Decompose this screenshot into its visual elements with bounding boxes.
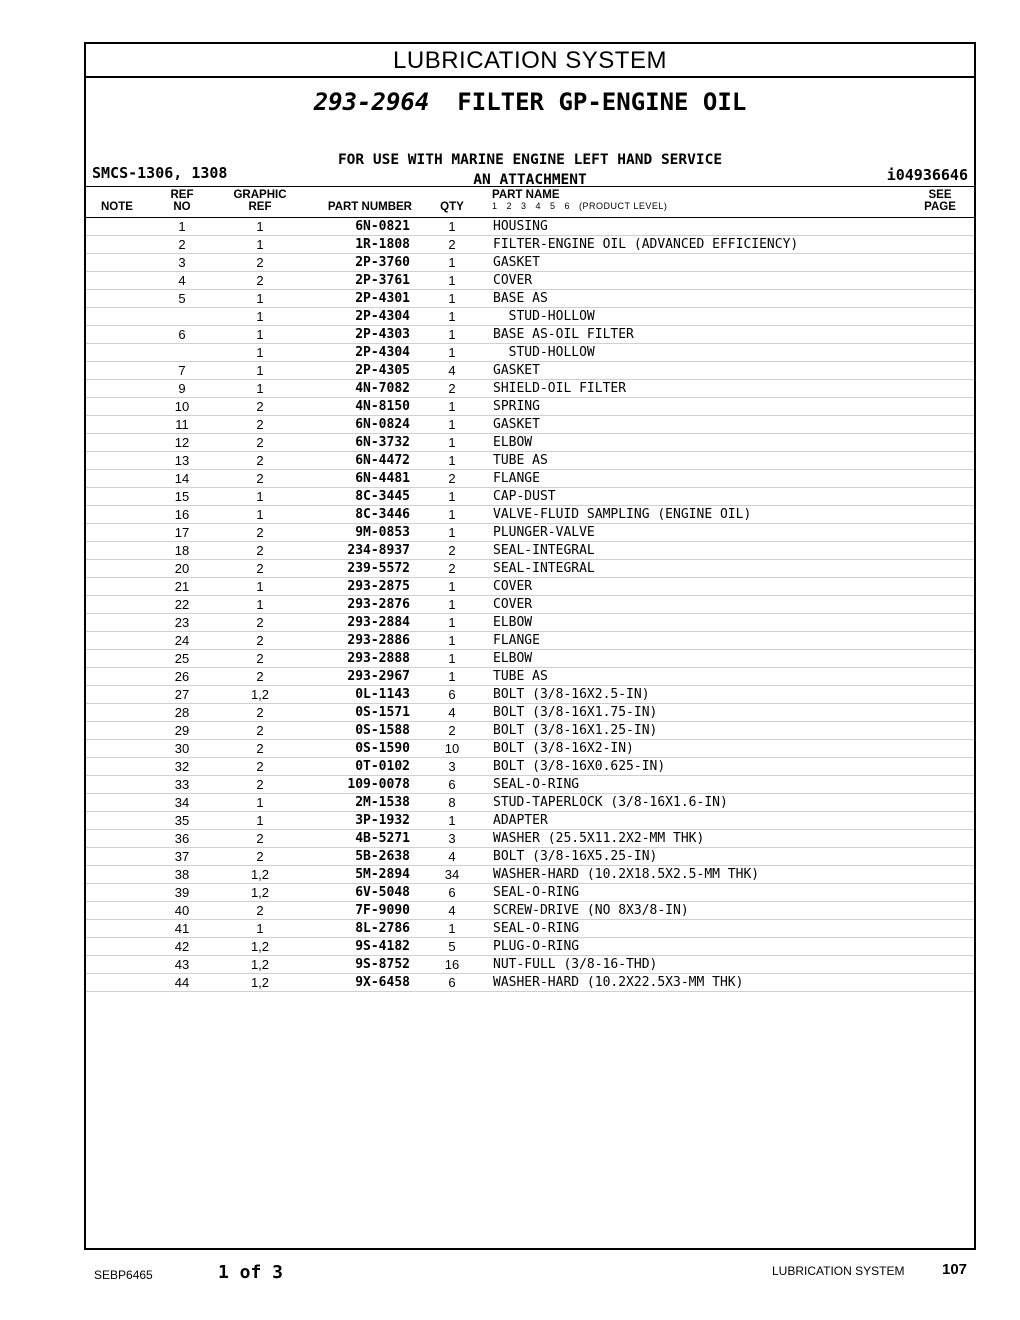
ref-no-cell: 18: [174, 543, 190, 558]
table-row: [86, 956, 974, 974]
qty-cell: 10: [444, 741, 460, 756]
ref-no-cell: 20: [174, 561, 190, 576]
table-row: [86, 362, 974, 380]
footer-page-of: 1 of 3: [218, 1262, 284, 1283]
ref-no-cell: 42: [174, 939, 190, 954]
qty-cell: 4: [448, 705, 456, 720]
part-number-cell: 234-8937: [347, 543, 410, 558]
graphic-ref-cell: 1: [256, 363, 264, 378]
ref-no-cell: 25: [174, 651, 190, 666]
ref-no-cell: 43: [174, 957, 190, 972]
part-number-cell: 6N-0821: [355, 219, 410, 234]
table-row: [86, 884, 974, 902]
graphic-ref-cell: 1: [256, 597, 264, 612]
part-name-cell: GASKET: [493, 363, 540, 378]
part-number-cell: 293-2875: [347, 579, 410, 594]
qty-cell: 1: [448, 345, 456, 360]
qty-cell: 2: [448, 237, 456, 252]
part-name-cell: STUD-HOLLOW: [493, 309, 595, 324]
table-row: [86, 236, 974, 254]
table-row: [86, 434, 974, 452]
part-name-cell: FILTER-ENGINE OIL (ADVANCED EFFICIENCY): [493, 237, 799, 252]
ref-no-cell: 15: [174, 489, 190, 504]
part-name-cell: VALVE-FLUID SAMPLING (ENGINE OIL): [493, 507, 752, 522]
part-number-cell: 109-0078: [347, 777, 410, 792]
graphic-ref-cell: 2: [256, 561, 264, 576]
graphic-ref-cell: 2: [256, 273, 264, 288]
part-name-cell: TUBE AS: [493, 453, 548, 468]
part-name-cell: ELBOW: [493, 651, 533, 666]
ref-no-cell: 21: [174, 579, 190, 594]
graphic-ref-cell: 1: [256, 795, 264, 810]
part-number-cell: 9X-6458: [355, 975, 410, 990]
ref-no-cell: 22: [174, 597, 190, 612]
qty-cell: 1: [448, 219, 456, 234]
table-row: [86, 560, 974, 578]
part-number-cell: 3P-1932: [355, 813, 410, 828]
qty-cell: 1: [448, 255, 456, 270]
part-name-cell: BOLT (3/8-16X2-IN): [493, 741, 634, 756]
part-number-cell: 293-2886: [347, 633, 410, 648]
graphic-ref-cell: 2: [256, 543, 264, 558]
group-number: 293-2964: [313, 88, 430, 116]
qty-cell: 1: [448, 597, 456, 612]
ref-no-cell: 33: [174, 777, 190, 792]
qty-cell: 2: [448, 543, 456, 558]
graphic-ref-cell: 1,2: [250, 939, 270, 954]
table-row: [86, 506, 974, 524]
table-row: [86, 272, 974, 290]
table-row: [86, 722, 974, 740]
footer-section: LUBRICATION SYSTEM: [772, 1264, 905, 1278]
col-ref-bottom: NO: [173, 201, 191, 213]
part-number-cell: 239-5572: [347, 561, 410, 576]
ref-no-cell: 37: [174, 849, 190, 864]
qty-cell: 4: [448, 363, 456, 378]
smcs-code: SMCS-1306, 1308: [92, 164, 228, 182]
col-product-level: 1 2 3 4 5 6 (PRODUCT LEVEL): [492, 201, 668, 211]
part-name-cell: COVER: [493, 273, 533, 288]
graphic-ref-cell: 2: [256, 615, 264, 630]
ref-no-cell: 38: [174, 867, 190, 882]
ref-no-cell: 16: [174, 507, 190, 522]
graphic-ref-cell: 2: [256, 831, 264, 846]
graphic-ref-cell: 1: [256, 813, 264, 828]
graphic-ref-cell: 1: [256, 327, 264, 342]
ref-no-cell: 27: [174, 687, 190, 702]
graphic-ref-cell: 2: [256, 741, 264, 756]
table-row: [86, 344, 974, 362]
ref-no-cell: 4: [178, 273, 186, 288]
footer-doc-id: SEBP6465: [94, 1268, 153, 1282]
part-name-cell: BASE AS-OIL FILTER: [493, 327, 634, 342]
col-see-bottom: PAGE: [924, 201, 956, 213]
graphic-ref-cell: 2: [256, 525, 264, 540]
part-name-cell: WASHER-HARD (10.2X18.5X2.5-MM THK): [493, 867, 760, 882]
table-column-headers: [86, 187, 974, 218]
page-footer: [0, 1256, 1020, 1286]
part-name-cell: PLUG-O-RING: [493, 939, 580, 954]
qty-cell: 8: [448, 795, 456, 810]
graphic-ref-cell: 1: [256, 921, 264, 936]
part-name-cell: CAP-DUST: [493, 489, 556, 504]
graphic-ref-cell: 2: [256, 723, 264, 738]
part-name-cell: BOLT (3/8-16X5.25-IN): [493, 849, 658, 864]
qty-cell: 1: [448, 489, 456, 504]
ref-no-cell: 26: [174, 669, 190, 684]
table-row: [86, 380, 974, 398]
qty-cell: 1: [448, 921, 456, 936]
qty-cell: 1: [448, 453, 456, 468]
qty-cell: 1: [448, 291, 456, 306]
table-row: [86, 416, 974, 434]
part-number-cell: 293-2888: [347, 651, 410, 666]
table-row: [86, 596, 974, 614]
graphic-ref-cell: 2: [256, 255, 264, 270]
graphic-ref-cell: 2: [256, 669, 264, 684]
qty-cell: 1: [448, 615, 456, 630]
part-number-cell: 0T-0102: [355, 759, 410, 774]
part-number-cell: 2P-3760: [355, 255, 410, 270]
graphic-ref-cell: 1: [256, 237, 264, 252]
part-number-cell: 0S-1571: [355, 705, 410, 720]
table-row: [86, 686, 974, 704]
part-name-cell: SEAL-O-RING: [493, 777, 580, 792]
document-identifier: i04936646: [886, 166, 968, 184]
part-number-cell: 6N-0824: [355, 417, 410, 432]
ref-no-cell: 34: [174, 795, 190, 810]
part-number-cell: 2P-4303: [355, 327, 410, 342]
part-number-cell: 6V-5048: [355, 885, 410, 900]
graphic-ref-cell: 2: [256, 633, 264, 648]
part-name-cell: SCREW-DRIVE (NO 8X3/8-IN): [493, 903, 689, 918]
part-name-cell: HOUSING: [493, 219, 548, 234]
part-name-cell: WASHER-HARD (10.2X22.5X3-MM THK): [493, 975, 744, 990]
part-number-cell: 6N-4481: [355, 471, 410, 486]
qty-cell: 2: [448, 723, 456, 738]
footer-page-number: 107: [942, 1261, 968, 1278]
qty-cell: 2: [448, 561, 456, 576]
table-row: [86, 848, 974, 866]
ref-no-cell: 2: [178, 237, 186, 252]
graphic-ref-cell: 2: [256, 777, 264, 792]
ref-no-cell: 41: [174, 921, 190, 936]
table-row: [86, 578, 974, 596]
graphic-ref-cell: 2: [256, 435, 264, 450]
part-number-cell: 6N-3732: [355, 435, 410, 450]
part-name-cell: GASKET: [493, 255, 540, 270]
part-number-cell: 0S-1590: [355, 741, 410, 756]
table-row: [86, 452, 974, 470]
part-number-cell: 293-2967: [347, 669, 410, 684]
ref-no-cell: 32: [174, 759, 190, 774]
part-number-cell: 7F-9090: [355, 903, 410, 918]
part-name-cell: ADAPTER: [493, 813, 548, 828]
part-number-cell: 2M-1538: [355, 795, 410, 810]
part-name-cell: BOLT (3/8-16X1.25-IN): [493, 723, 658, 738]
graphic-ref-cell: 1,2: [250, 885, 270, 900]
graphic-ref-cell: 2: [256, 399, 264, 414]
group-subtitle-1: FOR USE WITH MARINE ENGINE LEFT HAND SERVICE: [337, 152, 723, 168]
graphic-ref-cell: 2: [256, 705, 264, 720]
qty-cell: 6: [448, 687, 456, 702]
table-row: [86, 542, 974, 560]
ref-no-cell: 6: [178, 327, 186, 342]
table-row: [86, 704, 974, 722]
table-row: [86, 254, 974, 272]
part-name-cell: STUD-TAPERLOCK (3/8-16X1.6-IN): [493, 795, 728, 810]
table-row: [86, 614, 974, 632]
part-name-cell: TUBE AS: [493, 669, 548, 684]
ref-no-cell: 30: [174, 741, 190, 756]
part-name-cell: BOLT (3/8-16X0.625-IN): [493, 759, 666, 774]
graphic-ref-cell: 2: [256, 651, 264, 666]
table-row: [86, 308, 974, 326]
qty-cell: 1: [448, 309, 456, 324]
graphic-ref-cell: 1: [256, 489, 264, 504]
graphic-ref-cell: 1: [256, 345, 264, 360]
part-number-cell: 293-2884: [347, 615, 410, 630]
col-graphic-bottom: REF: [248, 201, 272, 213]
table-row: [86, 938, 974, 956]
qty-cell: 1: [448, 327, 456, 342]
group-subtitle-2: AN ATTACHMENT: [473, 172, 587, 188]
graphic-ref-cell: 1,2: [250, 687, 270, 702]
ref-no-cell: 28: [174, 705, 190, 720]
graphic-ref-cell: 1: [256, 507, 264, 522]
part-number-cell: 6N-4472: [355, 453, 410, 468]
part-name-cell: COVER: [493, 597, 533, 612]
part-number-cell: 1R-1808: [355, 237, 410, 252]
graphic-ref-cell: 2: [256, 471, 264, 486]
table-row: [86, 776, 974, 794]
part-number-cell: 5M-2894: [355, 867, 410, 882]
part-number-cell: 8L-2786: [355, 921, 410, 936]
table-row: [86, 902, 974, 920]
group-name: FILTER GP-ENGINE OIL: [457, 88, 747, 116]
qty-cell: 1: [448, 669, 456, 684]
ref-no-cell: 12: [174, 435, 190, 450]
col-note: NOTE: [101, 201, 133, 213]
table-row: [86, 812, 974, 830]
ref-no-cell: 44: [174, 975, 190, 990]
part-name-cell: FLANGE: [493, 471, 540, 486]
ref-no-cell: 13: [174, 453, 190, 468]
table-row: [86, 866, 974, 884]
graphic-ref-cell: 1: [256, 291, 264, 306]
part-name-cell: SPRING: [493, 399, 540, 414]
parts-table-body: [86, 218, 974, 992]
graphic-ref-cell: 1,2: [250, 867, 270, 882]
part-number-cell: 0S-1588: [355, 723, 410, 738]
part-name-cell: SEAL-O-RING: [493, 885, 580, 900]
qty-cell: 1: [448, 417, 456, 432]
table-row: [86, 740, 974, 758]
part-number-cell: 0L-1143: [355, 687, 410, 702]
section-title: LUBRICATION SYSTEM: [86, 44, 974, 78]
part-number-cell: 4N-7082: [355, 381, 410, 396]
qty-cell: 3: [448, 759, 456, 774]
qty-cell: 1: [448, 507, 456, 522]
qty-cell: 2: [448, 471, 456, 486]
part-number-cell: 2P-4304: [355, 345, 410, 360]
part-number-cell: 8C-3446: [355, 507, 410, 522]
graphic-ref-cell: 2: [256, 759, 264, 774]
qty-cell: 1: [448, 633, 456, 648]
part-name-cell: STUD-HOLLOW: [493, 345, 595, 360]
part-number-cell: 9S-4182: [355, 939, 410, 954]
part-name-cell: BOLT (3/8-16X2.5-IN): [493, 687, 650, 702]
parts-page-frame: [84, 42, 976, 1250]
table-row: [86, 974, 974, 992]
table-row: [86, 524, 974, 542]
col-qty: QTY: [440, 201, 464, 213]
qty-cell: 1: [448, 525, 456, 540]
part-number-cell: 9M-0853: [355, 525, 410, 540]
ref-no-cell: 24: [174, 633, 190, 648]
part-number-cell: 2P-4304: [355, 309, 410, 324]
ref-no-cell: 14: [174, 471, 190, 486]
graphic-ref-cell: 1: [256, 381, 264, 396]
ref-no-cell: 7: [178, 363, 186, 378]
qty-cell: 1: [448, 651, 456, 666]
part-name-cell: NUT-FULL (3/8-16-THD): [493, 957, 658, 972]
table-row: [86, 830, 974, 848]
qty-cell: 2: [448, 381, 456, 396]
part-name-cell: SEAL-INTEGRAL: [493, 561, 595, 576]
part-number-cell: 5B-2638: [355, 849, 410, 864]
graphic-ref-cell: 1: [256, 219, 264, 234]
part-number-cell: 9S-8752: [355, 957, 410, 972]
qty-cell: 3: [448, 831, 456, 846]
ref-no-cell: 5: [178, 291, 186, 306]
graphic-ref-cell: 1: [256, 579, 264, 594]
part-name-cell: PLUNGER-VALVE: [493, 525, 595, 540]
qty-cell: 6: [448, 777, 456, 792]
part-name-cell: WASHER (25.5X11.2X2-MM THK): [493, 831, 705, 846]
part-number-cell: 2P-4301: [355, 291, 410, 306]
ref-no-cell: 17: [174, 525, 190, 540]
part-name-cell: FLANGE: [493, 633, 540, 648]
ref-no-cell: 1: [178, 219, 186, 234]
qty-cell: 1: [448, 399, 456, 414]
ref-no-cell: 10: [174, 399, 190, 414]
table-row: [86, 668, 974, 686]
col-part-name: PART NAME: [492, 189, 560, 201]
qty-cell: 1: [448, 273, 456, 288]
ref-no-cell: 3: [178, 255, 186, 270]
group-title: [86, 88, 974, 116]
graphic-ref-cell: 1,2: [250, 957, 270, 972]
part-number-cell: 4N-8150: [355, 399, 410, 414]
qty-cell: 4: [448, 903, 456, 918]
graphic-ref-cell: 2: [256, 849, 264, 864]
table-row: [86, 488, 974, 506]
table-row: [86, 920, 974, 938]
qty-cell: 16: [444, 957, 460, 972]
graphic-ref-cell: 1,2: [250, 975, 270, 990]
qty-cell: 5: [448, 939, 456, 954]
part-number-cell: 2P-4305: [355, 363, 410, 378]
ref-no-cell: 36: [174, 831, 190, 846]
ref-no-cell: 9: [178, 381, 186, 396]
table-row: [86, 218, 974, 236]
ref-no-cell: 11: [175, 417, 189, 432]
part-name-cell: BASE AS: [493, 291, 548, 306]
qty-cell: 1: [448, 813, 456, 828]
ref-no-cell: 40: [174, 903, 190, 918]
table-row: [86, 326, 974, 344]
table-row: [86, 290, 974, 308]
table-row: [86, 632, 974, 650]
qty-cell: 1: [448, 435, 456, 450]
part-name-cell: SEAL-INTEGRAL: [493, 543, 595, 558]
qty-cell: 34: [444, 867, 460, 882]
table-row: [86, 794, 974, 812]
table-row: [86, 470, 974, 488]
ref-no-cell: 23: [174, 615, 190, 630]
part-name-cell: ELBOW: [493, 435, 533, 450]
part-name-cell: SEAL-O-RING: [493, 921, 580, 936]
graphic-ref-cell: 2: [256, 453, 264, 468]
part-name-cell: GASKET: [493, 417, 540, 432]
ref-no-cell: 29: [174, 723, 190, 738]
ref-no-cell: 39: [174, 885, 190, 900]
col-graphic-top: GRAPHIC: [233, 189, 287, 201]
part-number-cell: 2P-3761: [355, 273, 410, 288]
part-name-cell: COVER: [493, 579, 533, 594]
part-name-cell: ELBOW: [493, 615, 533, 630]
qty-cell: 6: [448, 975, 456, 990]
col-part-number: PART NUMBER: [327, 201, 412, 213]
qty-cell: 1: [448, 579, 456, 594]
col-see-top: SEE: [928, 189, 952, 201]
graphic-ref-cell: 2: [256, 903, 264, 918]
part-name-cell: SHIELD-OIL FILTER: [493, 381, 627, 396]
ref-no-cell: 35: [174, 813, 190, 828]
graphic-ref-cell: 2: [256, 417, 264, 432]
table-row: [86, 650, 974, 668]
qty-cell: 4: [448, 849, 456, 864]
part-number-cell: 8C-3445: [355, 489, 410, 504]
qty-cell: 6: [448, 885, 456, 900]
part-number-cell: 4B-5271: [355, 831, 410, 846]
graphic-ref-cell: 1: [256, 309, 264, 324]
col-ref-top: REF: [170, 189, 194, 201]
part-name-cell: BOLT (3/8-16X1.75-IN): [493, 705, 658, 720]
table-row: [86, 758, 974, 776]
part-number-cell: 293-2876: [347, 597, 410, 612]
table-row: [86, 398, 974, 416]
